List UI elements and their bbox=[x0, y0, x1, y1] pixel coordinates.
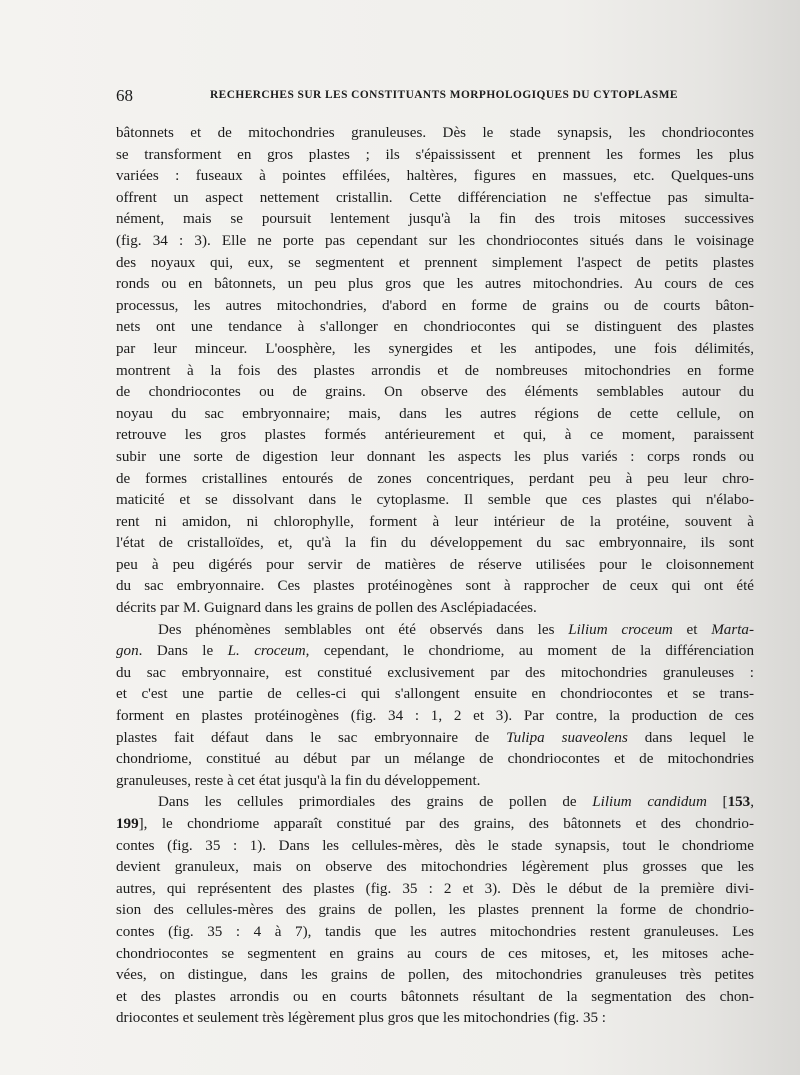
text-line bbox=[116, 555, 754, 577]
text-segment: retrouve les gros plastes formés antérieurement et qui, à ce moment, paraissent bbox=[116, 427, 754, 444]
text-segment: contes (fig. 35 : 1). Dans les cellules-mères, dès le stade synapsis, tout le chondriome bbox=[116, 837, 754, 854]
text-segment: nets ont une tendance à s'allonger en chondriocontes qui se distinguent des plastes bbox=[116, 319, 754, 336]
text-segment: devient granuleux, mais on observe des mitochondries légèrement plus grosses que les bbox=[116, 859, 754, 876]
text-segment: (fig. 34 : 3). Elle ne porte pas cependant sur les chondriocontes situés dans le voisinage bbox=[116, 232, 754, 249]
text-segment: de formes cristallines entourés de zones concentriques, perdant peu à peu leur chro- bbox=[116, 470, 754, 487]
italic-text: L. croceum bbox=[227, 643, 306, 660]
text-line bbox=[116, 684, 754, 706]
text-line bbox=[116, 317, 754, 339]
text-segment: forment en plastes protéinogènes (fig. 34 : 1, 2 et 3). Par contre, la production de ces bbox=[116, 708, 754, 725]
text-segment: rent ni amidon, ni chlorophylle, forment à leur intérieur de la protéine, souvent à bbox=[116, 513, 754, 530]
text-segment: vées, on distingue, dans les grains de pollen, des mitochondries granuleuses très petites bbox=[116, 967, 754, 984]
text-line bbox=[116, 836, 754, 858]
italic-text: gon bbox=[116, 643, 139, 660]
text-line bbox=[116, 987, 754, 1009]
text-segment: , cependant, le chondriome, au moment de la différenciation bbox=[305, 643, 754, 660]
text-line bbox=[116, 209, 754, 231]
text-line bbox=[116, 1008, 754, 1030]
text-segment: processus, les autres mitochondries, d'abord en forme de grains ou de courts bâton- bbox=[116, 297, 754, 314]
text-segment: peu à peu digérés pour servir de matières de réserve utilisées pour le cloisonnement bbox=[116, 556, 754, 573]
text-segment: et c'est une partie de celles-ci qui s'allongent ensuite en chondriocontes et se trans- bbox=[116, 686, 754, 703]
text-line bbox=[116, 253, 754, 275]
text-segment: ], le chondriome apparaît constitué par des grains, des bâtonnets et des chondrio- bbox=[138, 816, 754, 832]
text-segment: chondriome, constitué au début par un mélange de chondriocontes et de mitochondries bbox=[116, 751, 754, 768]
text-line bbox=[116, 339, 754, 361]
text-line bbox=[116, 749, 754, 771]
text-segment: chondriocontes se segmentent en grains au cours de ces mitoses, et, les mitoses ache- bbox=[116, 945, 754, 962]
text-segment: Dans les cellules primordiales des grains de pollen de bbox=[158, 794, 593, 811]
text-line bbox=[116, 965, 754, 987]
text-line bbox=[116, 123, 754, 145]
text-segment: , bbox=[750, 794, 754, 811]
text-segment: offrent un aspect nettement cristallin. Cette différenciation ne s'effectue pas simulta- bbox=[116, 189, 754, 206]
text-segment: subir une sorte de digestion leur donnant les aspects les plus variés : corps ronds ou bbox=[116, 448, 754, 465]
text-segment: se transforment en gros plastes ; ils s'épaississent et prennent les formes les plus bbox=[116, 146, 754, 163]
text-line bbox=[116, 145, 754, 167]
text-segment: de chondriocontes ou de grains. On observe des éléments semblables autour du bbox=[116, 384, 754, 401]
text-segment: ronds ou en bâtonnets, un peu plus gros que les autres mitochondries. Au cours de ces bbox=[116, 276, 754, 293]
text-line bbox=[116, 706, 754, 728]
page-number: 68 bbox=[116, 86, 133, 105]
paragraph bbox=[116, 620, 754, 793]
text-segment: du sac embryonnaire, est constitué exclusivement par des mitochondries granuleuses : bbox=[116, 664, 754, 681]
text-segment: nément, mais se poursuit lentement jusqu'à la fin des trois mitoses successives bbox=[116, 211, 754, 228]
text-line bbox=[116, 879, 754, 901]
text-line bbox=[116, 728, 754, 750]
text-line bbox=[116, 598, 754, 620]
text-segment: décrits par M. Guignard dans les grains de pollen des Asclépiadacées. bbox=[116, 600, 537, 617]
text-line bbox=[116, 814, 754, 836]
text-line bbox=[116, 663, 754, 685]
italic-text: Tulipa suaveolens bbox=[506, 729, 628, 746]
text-segment: Des phénomènes semblables ont été observés dans les bbox=[158, 621, 569, 638]
text-line bbox=[116, 469, 754, 491]
text-segment: noyau du sac embryonnaire; mais, dans les autres régions de cette cellule, on bbox=[116, 405, 754, 422]
text-line bbox=[116, 361, 754, 383]
text-line bbox=[116, 620, 754, 642]
text-line bbox=[116, 166, 754, 188]
text-line bbox=[116, 771, 754, 793]
text-line bbox=[116, 382, 754, 404]
text-segment: l'état de cristalloïdes, et, qu'à la fin du développement du sac embryonnaire, ils sont bbox=[116, 535, 754, 552]
text-line bbox=[116, 404, 754, 426]
paragraph bbox=[116, 792, 754, 1030]
page-header bbox=[116, 86, 756, 108]
text-segment: dans lequel le bbox=[627, 729, 754, 746]
text-segment: plastes fait défaut dans le sac embryonnaire de bbox=[116, 729, 507, 746]
text-line bbox=[116, 944, 754, 966]
paragraph bbox=[116, 123, 754, 620]
body-text bbox=[116, 123, 754, 1030]
text-line bbox=[116, 857, 754, 879]
text-segment: . Dans le bbox=[138, 643, 228, 660]
text-segment: granuleuses, reste à cet état jusqu'à la fin du développement. bbox=[116, 772, 481, 789]
text-line bbox=[116, 447, 754, 469]
text-segment: driocontes et seulement très légèrement plus gros que les mitochondries (fig. 35 : bbox=[116, 1010, 607, 1027]
text-segment: du sac embryonnaire. Ces plastes protéinogènes sont à rapprocher de ceux qui ont été bbox=[116, 578, 754, 595]
running-head: RECHERCHES SUR LES CONSTITUANTS MORPHOLOGIQUES DU CYTOPLASME bbox=[210, 89, 678, 101]
text-line bbox=[116, 274, 754, 296]
italic-text: Marta- bbox=[711, 621, 754, 638]
text-line bbox=[116, 533, 754, 555]
text-segment: montrent à la fois des plastes arrondis et de nombreuses mitochondries en forme bbox=[116, 362, 754, 379]
italic-text: Lilium croceum bbox=[568, 621, 673, 638]
text-line bbox=[116, 900, 754, 922]
italic-text: Lilium candidum bbox=[592, 794, 707, 811]
text-line bbox=[116, 425, 754, 447]
text-line bbox=[116, 490, 754, 512]
text-segment: variées : fuseaux à pointes effilées, haltères, figures en massues, etc. Quelques-uns bbox=[116, 168, 754, 185]
text-segment: par leur minceur. L'oosphère, les synergides et les antipodes, une fois délimités, bbox=[116, 340, 754, 357]
text-segment: et bbox=[672, 621, 712, 638]
text-line bbox=[116, 512, 754, 534]
text-line bbox=[116, 231, 754, 253]
text-line bbox=[116, 188, 754, 210]
text-line bbox=[116, 576, 754, 598]
reference-number: 153 bbox=[727, 794, 751, 811]
text-segment: [ bbox=[706, 794, 728, 811]
text-segment: et des plastes arrondis ou en courts bâtonnets résultant de la segmentation des chon- bbox=[116, 988, 754, 1005]
text-line bbox=[116, 922, 754, 944]
text-segment: sion des cellules-mères des grains de pollen, les plastes prennent la forme de chondrio- bbox=[116, 902, 754, 919]
text-segment: autres, qui représentent des plastes (fig. 35 : 2 et 3). Dès le début de la première divi- bbox=[116, 880, 754, 897]
text-line bbox=[116, 792, 754, 814]
text-segment: des noyaux qui, eux, se segmentent et prennent simplement l'aspect de petits plastes bbox=[116, 254, 754, 271]
text-segment: contes (fig. 35 : 4 à 7), tandis que les autres mitochondries restent granuleuses. Les bbox=[116, 923, 754, 940]
reference-number: 199 bbox=[116, 816, 139, 832]
text-segment: bâtonnets et de mitochondries granuleuses. Dès le stade synapsis, les chondriocontes bbox=[116, 125, 754, 141]
text-segment: maticité et se dissolvant dans le cytoplasme. Il semble que ces plastes qui n'élabo- bbox=[116, 492, 754, 509]
text-line bbox=[116, 296, 754, 318]
text-line bbox=[116, 641, 754, 663]
